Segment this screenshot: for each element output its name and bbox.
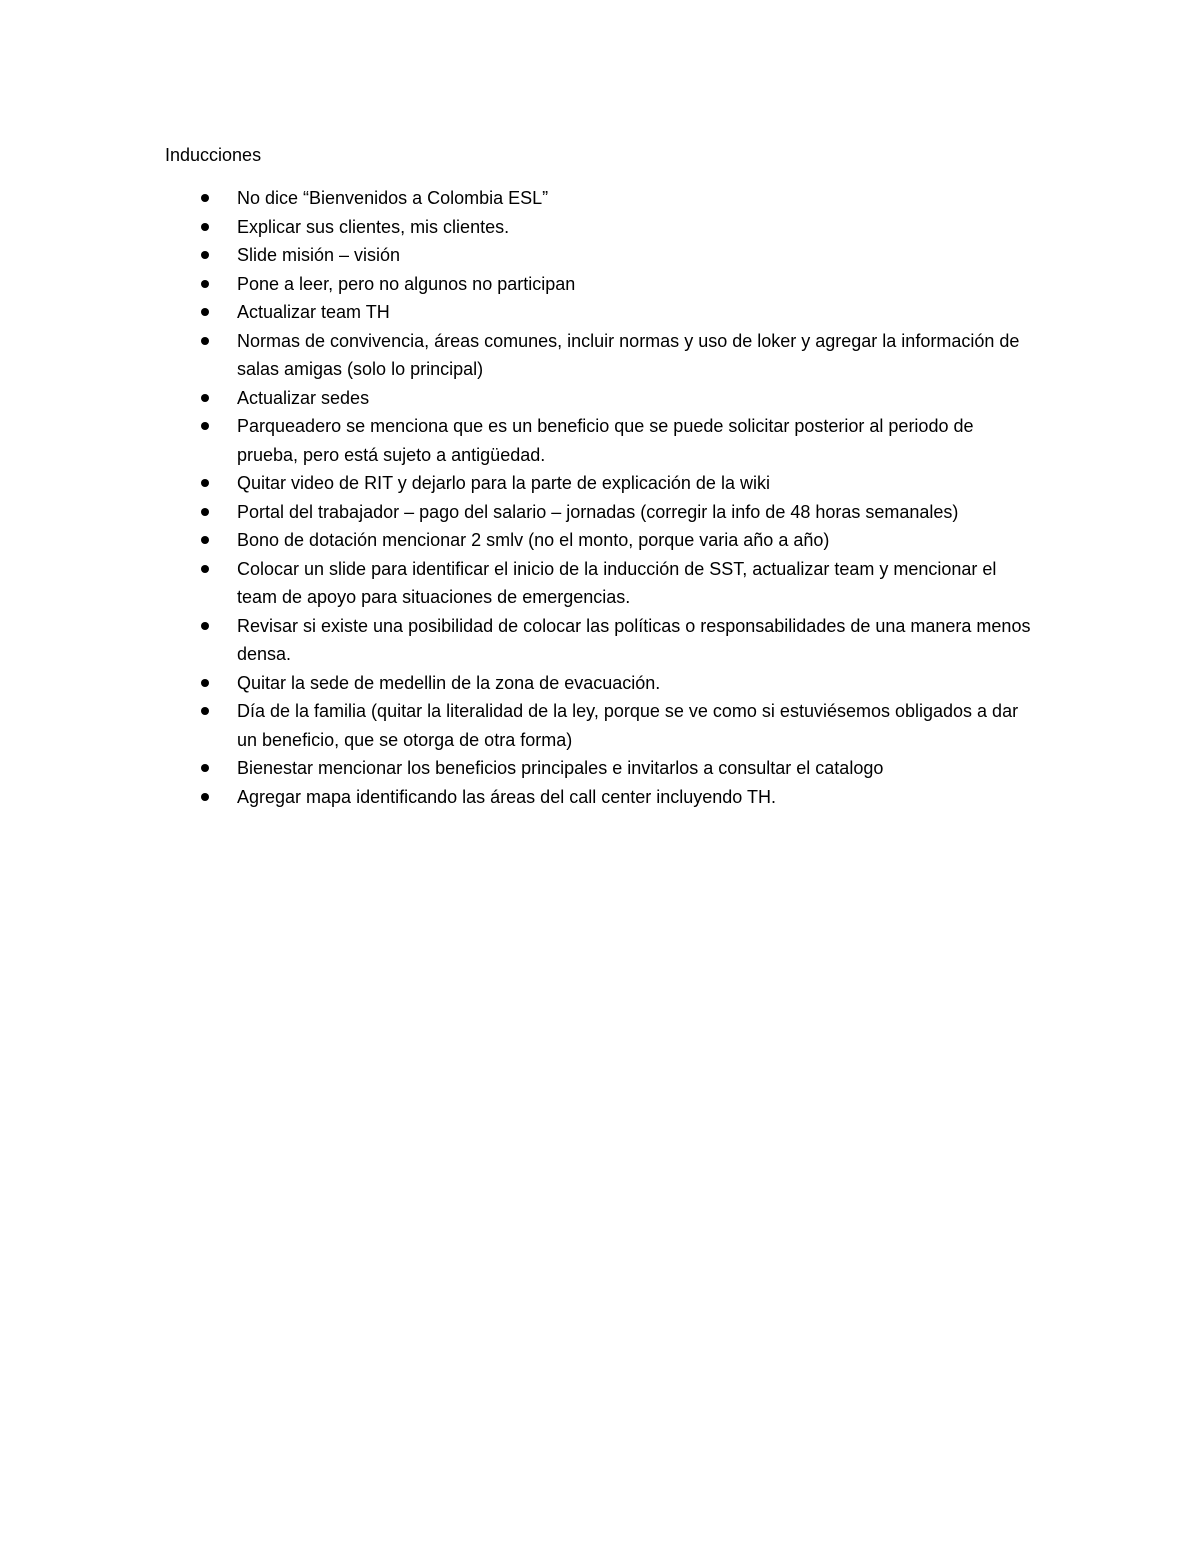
- list-item-text: Bono de dotación mencionar 2 smlv (no el monto, porque varia año a año): [237, 530, 830, 550]
- bullet-icon: [201, 679, 209, 687]
- list-item-text: Slide misión – visión: [237, 245, 401, 265]
- bullet-list: [0, 184, 1200, 811]
- list-item: [0, 384, 1037, 413]
- list-item-text: Actualizar team TH: [237, 302, 390, 322]
- list-item: [0, 298, 1037, 327]
- document-title: Inducciones: [165, 145, 262, 165]
- bullet-icon: [201, 793, 209, 801]
- list-item: [0, 412, 1037, 469]
- list-item-text: Portal del trabajador – pago del salario – jornadas (corregir la info de 48 horas semanales): [237, 501, 959, 522]
- list-item: [0, 241, 1037, 270]
- bullet-icon: [201, 194, 209, 202]
- bullet-icon: [201, 308, 209, 316]
- list-item: [0, 270, 1037, 299]
- list-item: [0, 555, 1037, 612]
- list-item-text: Explicar sus clientes, mis clientes.: [237, 216, 510, 237]
- list-item: [0, 754, 1037, 783]
- list-item: [0, 783, 1037, 812]
- bullet-icon: [201, 422, 209, 430]
- bullet-icon: [201, 508, 209, 516]
- list-item-text: Normas de convivencia, áreas comunes, incluir normas y uso de loker y agregar la información de salas amigas (solo lo principal): [237, 330, 1020, 379]
- list-item: [0, 184, 1037, 213]
- bullet-icon: [201, 479, 209, 487]
- bullet-icon: [201, 536, 209, 544]
- bullet-icon: [201, 251, 209, 259]
- bullet-icon: [201, 565, 209, 573]
- list-item: [0, 526, 1037, 555]
- bullet-icon: [201, 764, 209, 772]
- bullet-icon: [201, 622, 209, 630]
- list-item-text: Quitar video de RIT y dejarlo para la parte de explicación de la wiki: [237, 473, 770, 493]
- bullet-icon: [201, 223, 209, 231]
- list-item-text: Pone a leer, pero no algunos no participan: [237, 273, 576, 294]
- list-item-text: No dice “Bienvenidos a Colombia ESL”: [237, 188, 549, 208]
- list-item: [0, 612, 1037, 669]
- list-item: [0, 697, 1037, 754]
- list-item-text: Día de la familia (quitar la literalidad de la ley, porque se ve como si estuviésemos obligados a dar un beneficio, que se otorga de otra forma): [237, 701, 1019, 750]
- list-item-text: Bienestar mencionar los beneficios principales e invitarlos a consultar el catalogo: [237, 758, 884, 778]
- bullet-icon: [201, 394, 209, 402]
- list-item-text: Parqueadero se menciona que es un beneficio que se puede solicitar posterior al periodo de prueba, pero está sujeto a antigüedad.: [237, 416, 974, 465]
- list-item-text: Quitar la sede de medellin de la zona de evacuación.: [237, 672, 661, 693]
- list-item-text: Revisar si existe una posibilidad de colocar las políticas o responsabilidades de una manera menos densa.: [237, 615, 1031, 664]
- list-item: [0, 327, 1037, 384]
- list-item: [0, 469, 1037, 498]
- list-item-text: Agregar mapa identificando las áreas del call center incluyendo TH.: [237, 786, 776, 807]
- list-item-text: Colocar un slide para identificar el inicio de la inducción de SST, actualizar team y mencionar el team de apoyo para situaciones de emergencias.: [237, 558, 997, 607]
- bullet-icon: [201, 280, 209, 288]
- bullet-icon: [201, 337, 209, 345]
- list-item: [0, 498, 1037, 527]
- list-item: [0, 213, 1037, 242]
- bullet-icon: [201, 707, 209, 715]
- list-item: [0, 669, 1037, 698]
- list-item-text: Actualizar sedes: [237, 387, 370, 408]
